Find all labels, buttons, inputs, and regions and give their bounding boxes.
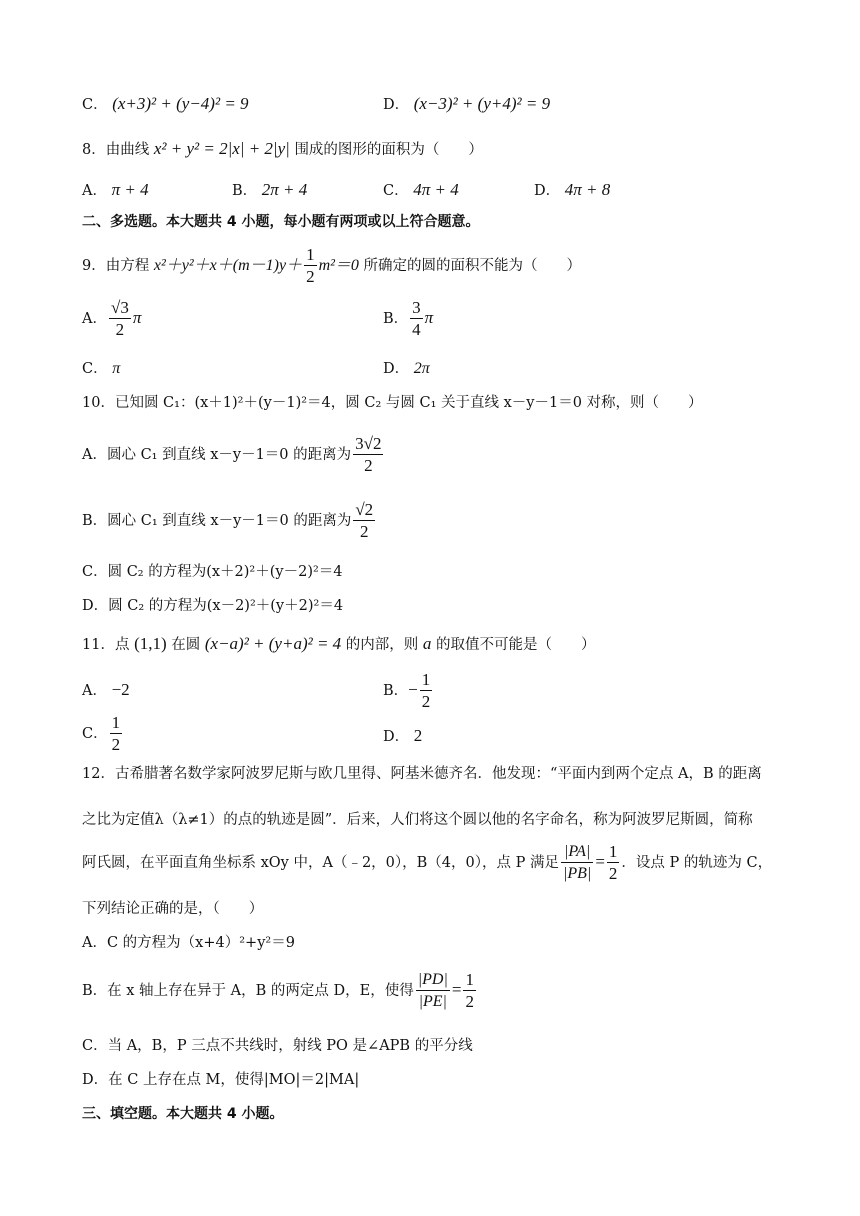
- option-label: B．: [383, 683, 409, 699]
- numerator: 1: [608, 841, 618, 861]
- q11-option-d: [383, 726, 422, 747]
- q8-option-c: [383, 180, 459, 201]
- q10-option-a: [82, 432, 385, 478]
- option-value: −2: [111, 680, 130, 699]
- q12-option-c: C．当 A，B，P 三点不共线时，射线 PO 是∠APB 的平分线: [82, 1038, 473, 1054]
- denominator: 2: [306, 266, 315, 286]
- numerator: |PD|: [417, 970, 448, 988]
- option-expression: (x−3)² + (y+4)² = 9: [413, 94, 551, 113]
- variable: a: [422, 634, 432, 653]
- option-value: 2: [413, 726, 423, 745]
- denominator: 4: [412, 319, 421, 339]
- q12-option-a: A．C 的方程为（x+4）²+y²＝9: [82, 935, 295, 951]
- q8-stem: [82, 139, 483, 160]
- option-label: C．: [383, 183, 409, 199]
- denominator: 2: [111, 734, 121, 754]
- question-text: ．设点 P 的轨迹为 C，: [621, 855, 773, 871]
- q9-option-c: [82, 359, 120, 379]
- fraction: [353, 500, 375, 543]
- option-label: D．: [383, 729, 410, 745]
- q9-option-a: [82, 296, 141, 341]
- fraction: [109, 298, 131, 341]
- equation-part: m²＝0: [318, 257, 359, 274]
- fraction: [561, 842, 593, 885]
- option-label: B．: [232, 183, 258, 199]
- q11-option-a: [82, 680, 130, 701]
- denominator: 2: [353, 520, 375, 543]
- q12-option-d: D．在 C 上存在点 M，使得|MO|＝2|MA|: [82, 1072, 360, 1088]
- option-label: C．: [82, 726, 108, 742]
- option-label: A．: [82, 183, 107, 199]
- fraction: [110, 713, 123, 756]
- option-value: 2π: [413, 360, 430, 377]
- option-label: D．: [534, 183, 561, 199]
- equals-sign: =: [595, 852, 605, 871]
- option-label: C．: [82, 361, 108, 377]
- q8-option-a: [82, 180, 149, 201]
- option-text: B．在 x 轴上存在异于 A，B 的两定点 D，E，使得: [82, 983, 414, 999]
- q12-line-1: 12．古希腊著名数学家阿波罗尼斯与欧几里得、阿基米德齐名．他发现：“平面内到两个定点 A，B 的距离: [82, 766, 762, 782]
- option-value: π + 4: [111, 180, 149, 199]
- q11-option-c: [82, 712, 124, 756]
- equals-sign: =: [451, 980, 462, 999]
- minus-sign: −: [408, 680, 418, 699]
- option-label: D．: [383, 361, 410, 377]
- denominator: 2: [353, 454, 383, 477]
- numerator: 3: [412, 297, 421, 317]
- question-text: 的取值不可能是（ ）: [436, 637, 596, 653]
- option-text: B．圆心 C₁ 到直线 x－y－1＝0 的距离为: [82, 513, 352, 529]
- fraction: [607, 842, 620, 885]
- numerator: |PA|: [564, 842, 591, 860]
- circle-equation: (x−a)² + (y+a)² = 4: [204, 634, 342, 653]
- option-label: C．: [82, 97, 108, 113]
- pi-symbol: π: [424, 308, 434, 327]
- q7-option-d: [383, 94, 550, 115]
- question-number: 8．由曲线: [82, 142, 150, 158]
- numerator: 1: [465, 969, 474, 989]
- question-number: 11．点: [82, 637, 130, 653]
- question-number: 9．由方程: [82, 258, 150, 274]
- option-label: A．: [82, 683, 107, 699]
- q9-option-d: [383, 359, 430, 379]
- q9-stem: [82, 244, 581, 288]
- numerator: 1: [111, 712, 121, 732]
- q9-option-b: [383, 296, 433, 341]
- denominator: 2: [421, 691, 431, 711]
- q12-option-b: [82, 966, 478, 1015]
- fraction: [416, 970, 450, 1013]
- q10-option-b: [82, 498, 377, 544]
- fraction: [353, 434, 383, 477]
- q7-option-c: [82, 94, 249, 115]
- q11-stem: [82, 634, 596, 655]
- pi-symbol: π: [132, 308, 142, 327]
- fraction: [410, 298, 423, 341]
- q8-option-d: [534, 180, 610, 201]
- denominator: 2: [608, 863, 618, 883]
- denominator: 2: [465, 991, 474, 1011]
- question-expression: x² + y² = 2|x| + 2|y|: [153, 139, 290, 158]
- option-value: π: [112, 360, 121, 377]
- denominator: |PE|: [416, 990, 450, 1013]
- option-label: A．: [82, 311, 107, 327]
- section-heading-multiple-choice: 二、多选题。本大题共 4 小题，每小题有两项或以上符合题意。: [82, 214, 480, 230]
- q12-line-2: 之比为定值λ（λ≠1）的点的轨迹是圆”．后来，人们将这个圆以他的名字命名，称为阿波罗尼斯圆，简称: [82, 812, 753, 828]
- numerator: √3: [110, 297, 129, 317]
- fraction: [420, 670, 433, 713]
- q8-option-b: [232, 180, 307, 201]
- equation-part: x²＋y²＋x＋(m－1)y＋: [153, 257, 303, 274]
- q10-option-c: C．圆 C₂ 的方程为(x＋2)²＋(y－2)²＝4: [82, 564, 343, 580]
- fraction: [463, 970, 476, 1013]
- numerator: 1: [306, 244, 315, 264]
- numerator: 3√2: [355, 433, 382, 453]
- denominator: 2: [109, 318, 131, 341]
- point-expression: (1,1): [134, 634, 167, 653]
- fraction: [304, 245, 317, 288]
- question-text: 的内部，则: [345, 637, 419, 653]
- question-text: 阿氏圆，在平面直角坐标系 xOy 中，A（﹣2，0），B（4，0），点 P 满足: [82, 855, 559, 871]
- q12-line-3: [82, 838, 772, 887]
- option-value: 4π + 4: [413, 180, 459, 199]
- option-text: A．圆心 C₁ 到直线 x－y－1＝0 的距离为: [82, 447, 352, 463]
- section-heading-fill-in: 三、填空题。本大题共 4 小题。: [82, 1106, 284, 1122]
- option-label: B．: [383, 311, 409, 327]
- option-value: 4π + 8: [564, 180, 611, 199]
- option-expression: (x+3)² + (y−4)² = 9: [112, 94, 249, 113]
- question-text: 在圆: [171, 637, 201, 653]
- numerator: 1: [421, 669, 431, 689]
- denominator: |PB|: [561, 862, 593, 885]
- question-text: 围成的图形的面积为（ ）: [294, 142, 483, 158]
- numerator: √2: [355, 499, 374, 519]
- q10-stem: 10．已知圆 C₁：(x＋1)²＋(y－1)²＝4，圆 C₂ 与圆 C₁ 关于直线 x－y－1＝0 对称，则（ ）: [82, 395, 703, 411]
- q10-option-d: D．圆 C₂ 的方程为(x－2)²＋(y＋2)²＝4: [82, 598, 344, 614]
- question-text: 所确定的圆的面积不能为（ ）: [363, 258, 582, 274]
- option-value: 2π + 4: [261, 180, 308, 199]
- q11-option-b: [383, 668, 434, 713]
- option-label: D．: [383, 97, 410, 113]
- q12-line-4: 下列结论正确的是，（ ）: [82, 901, 264, 917]
